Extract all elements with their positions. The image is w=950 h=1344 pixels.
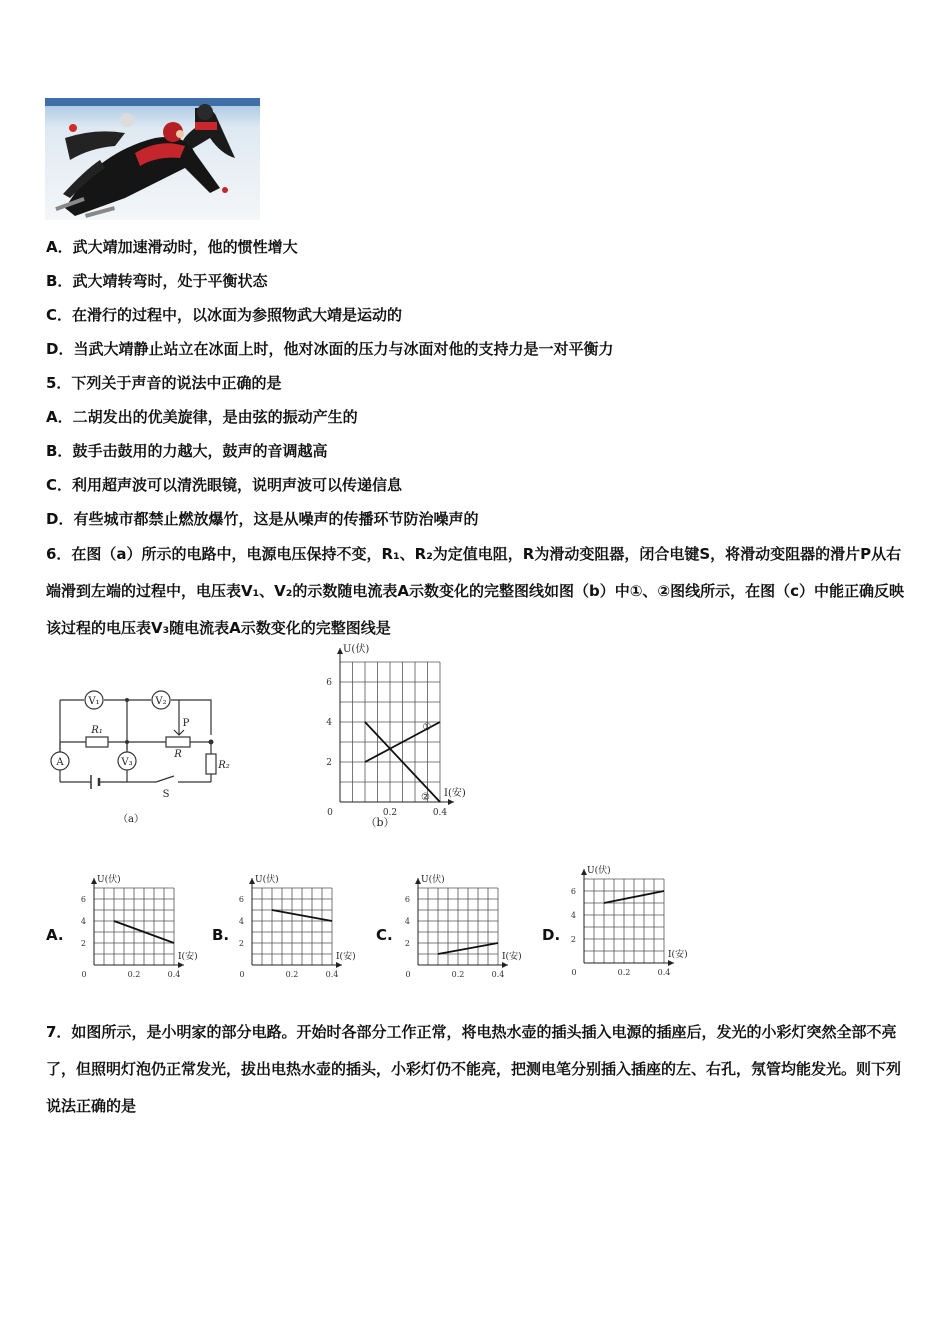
y-tick-label: 6 <box>570 887 576 896</box>
plot-grid <box>94 888 174 965</box>
plot-grid <box>584 879 664 963</box>
x-axis-arrow <box>448 799 454 805</box>
x-tick-label: 0.4 <box>432 808 448 818</box>
graph-option-b <box>236 865 366 985</box>
label-v3: V₃ <box>121 757 133 768</box>
x-tick-label: 0 <box>239 970 245 979</box>
y-tick-label: 4 <box>80 917 86 926</box>
label-r2: R₂ <box>218 760 230 771</box>
caption-b: （b） <box>365 816 395 829</box>
x-tick-label: 0.2 <box>127 970 141 979</box>
y-tick-label: 4 <box>570 911 576 920</box>
graph-b <box>300 644 500 832</box>
series-2-mark: ② <box>421 792 430 803</box>
caption-a: （a） <box>118 814 144 825</box>
q6-option-c-label: C. <box>376 926 393 944</box>
q4-option-a: A．武大靖加速滑动时，他的惯性增大 <box>46 238 298 256</box>
x-axis-label: I(安) <box>502 952 522 962</box>
q5-option-b: B．鼓手击鼓用的力越大，鼓声的音调越高 <box>46 442 328 460</box>
plot-grid <box>252 888 332 965</box>
q4-option-c: C．在滑行的过程中，以冰面为参照物武大靖是运动的 <box>46 306 403 324</box>
q5-stem: 5．下列关于声音的说法中正确的是 <box>46 374 282 392</box>
x-tick-label: 0.2 <box>451 970 465 979</box>
x-axis-arrow <box>178 962 184 968</box>
q4-option-b: B．武大靖转弯时，处于平衡状态 <box>46 272 268 290</box>
x-axis-label: I(安) <box>178 952 198 962</box>
x-tick-label: 0.4 <box>167 970 181 979</box>
label-p: P <box>182 718 190 729</box>
y-axis-label: U(伏) <box>255 875 279 885</box>
graph-option-d <box>564 855 704 985</box>
x-tick-label: 0.4 <box>657 968 671 977</box>
y-tick-label: 6 <box>238 895 244 904</box>
label-s: S <box>162 789 170 800</box>
y-tick-label: 6 <box>326 678 332 688</box>
q6-option-a-label: A. <box>46 926 64 944</box>
speed-skating-photo <box>45 98 260 220</box>
x-tick-label: 0.4 <box>325 970 339 979</box>
x-tick-label: 0 <box>327 808 333 818</box>
q4-option-d: D．当武大靖静止站立在冰面上时，他对冰面的压力与冰面对他的支持力是一对平衡力 <box>46 340 614 358</box>
x-axis-arrow <box>502 962 508 968</box>
graph-option-a <box>78 865 208 985</box>
x-tick-label: 0 <box>571 968 577 977</box>
label-v1: V₁ <box>88 696 100 707</box>
x-axis-label: I(安) <box>444 788 466 799</box>
q6-option-b-label: B. <box>212 926 230 944</box>
q7-stem: 7．如图所示，是小明家的部分电路。开始时各部分工作正常，将电热水壶的插头插入电源的插座后，发光的小彩灯突然全部不亮了，但照明灯泡仍正常发光，拔出电热水壶的插头，小彩灯仍不能亮，把测电笔分别插入插座的左、右孔，氖管均能发光。则下列说法正确的是 <box>46 1023 902 1115</box>
label-r1: R₁ <box>91 725 103 736</box>
x-axis-label: I(安) <box>336 952 356 962</box>
label-r: R <box>174 749 182 760</box>
q5-option-c: C．利用超声波可以清洗眼镜，说明声波可以传递信息 <box>46 476 403 494</box>
x-axis-arrow <box>336 962 342 968</box>
series-1-mark: ① <box>422 722 432 733</box>
x-tick-label: 0 <box>405 970 411 979</box>
x-tick-label: 0 <box>81 970 87 979</box>
y-tick-label: 2 <box>570 935 576 944</box>
y-tick-label: 4 <box>404 917 410 926</box>
graph-option-c <box>402 865 532 985</box>
y-axis-label: U(伏) <box>343 644 370 655</box>
x-axis-arrow <box>668 960 674 966</box>
y-tick-label: 2 <box>80 939 86 948</box>
label-a: A <box>56 757 64 768</box>
x-axis-label: I(安) <box>668 950 688 960</box>
plot-grid <box>418 888 498 965</box>
q5-option-a: A．二胡发出的优美旋律，是由弦的振动产生的 <box>46 408 358 426</box>
x-tick-label: 0.2 <box>285 970 299 979</box>
y-tick-label: 4 <box>238 917 244 926</box>
q6-stem: 6．在图（a）所示的电路中，电源电压保持不变，R₁、R₂为定值电阻，R为滑动变阻器，闭合电键S，将滑动变阻器的滑片P从右端滑到左端的过程中，电压表V₁、V₂的示数随电流表A示数变化的完整图线如图（b）中①、②图线所示，在图（c）中能正确反映该过程的电压表V₃随电流表A示数变化的完整图线是 <box>46 545 905 637</box>
q5-option-d: D．有些城市都禁止燃放爆竹，这是从噪声的传播环节防治噪声的 <box>46 510 479 528</box>
y-axis-label: U(伏) <box>587 866 611 876</box>
y-tick-label: 4 <box>326 718 332 728</box>
y-tick-label: 2 <box>238 939 244 948</box>
y-axis-label: U(伏) <box>421 875 445 885</box>
circuit-diagram <box>46 680 246 830</box>
x-tick-label: 0.4 <box>491 970 505 979</box>
y-tick-label: 6 <box>404 895 410 904</box>
y-axis-label: U(伏) <box>97 875 121 885</box>
x-tick-label: 0.2 <box>617 968 631 977</box>
y-tick-label: 6 <box>80 895 86 904</box>
q6-option-d-label: D. <box>542 926 561 944</box>
y-tick-label: 2 <box>404 939 410 948</box>
label-v2: V₂ <box>155 696 167 707</box>
y-tick-label: 2 <box>326 758 332 768</box>
x-tick-label: 0.2 <box>382 808 398 818</box>
